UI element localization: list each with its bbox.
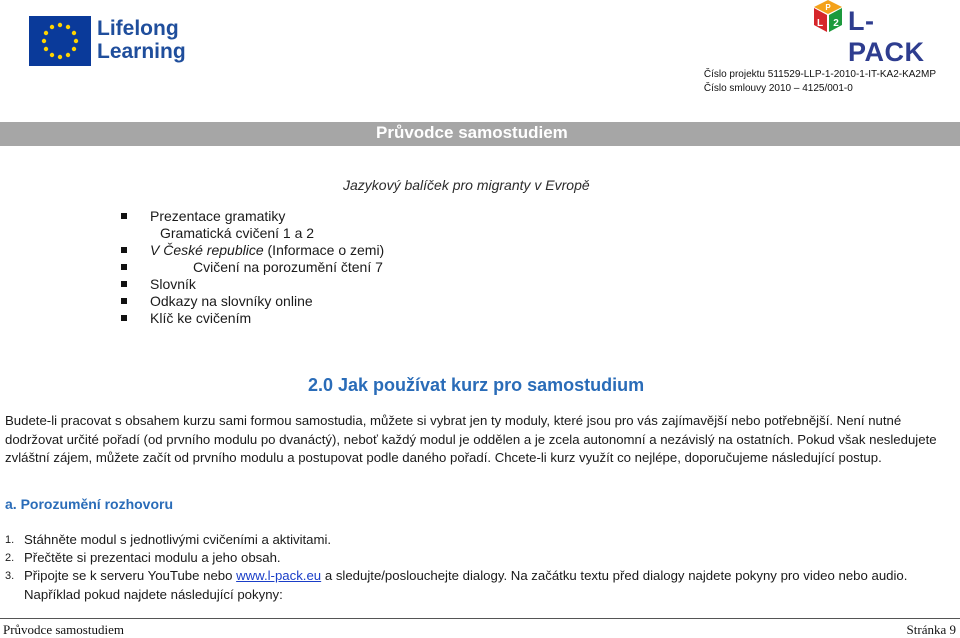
list-item-label: Slovník xyxy=(150,276,196,292)
bullet-icon xyxy=(121,247,127,253)
lpack-logo xyxy=(808,0,948,67)
page-subtitle: Jazykový balíček pro migranty v Evropě xyxy=(343,177,590,193)
lpack-website-link[interactable]: www.l-pack.eu xyxy=(236,568,322,584)
contract-number: Číslo smlouvy 2010 – 4125/001-0 xyxy=(703,83,853,94)
list-item[interactable] xyxy=(121,225,421,242)
list-item xyxy=(5,531,955,549)
step-number: 1. xyxy=(5,534,15,546)
bullet-icon xyxy=(121,298,127,304)
lifelong-learning-logo xyxy=(29,16,186,72)
step-number: 3. xyxy=(5,570,15,583)
step-text: Přečtěte si prezentaci modulu a jeho obsah. xyxy=(24,550,281,566)
title-bar xyxy=(0,122,960,146)
page-number: Stránka 9 xyxy=(906,622,956,637)
list-item-label: Odkazy na slovníky online xyxy=(150,293,313,309)
svg-text:L: L xyxy=(816,18,824,29)
page-title: Průvodce samostudiem xyxy=(376,123,568,142)
project-number: Číslo projektu 511529-LLP-1-2010-1-IT-KA2-KA2MP xyxy=(703,69,936,80)
list-item[interactable] xyxy=(121,242,421,259)
list-item xyxy=(5,549,955,567)
intro-paragraph: Budete-li pracovat s obsahem kurzu sami formou samostudia, můžete si vybrat jen ty moduly, které jsou pro vás zajímavější nebo potřebnější. Není nutné dodržovat určité pořadí (od prvního modulu po dvanáctý), neboť každý modul je oddělen a je zcela autonomní a nezávislý na ostatních. Pokud však nesledujete zvláštní zájem, můžete začít od prvního modulu a postupovat podle daného pořadí. Chcete-li kurz využít co nejlépe, doporučujeme následující postup. xyxy=(5,413,937,466)
footer-title: Průvodce samostudiem xyxy=(3,622,124,637)
section-heading: 2.0 Jak používat kurz pro samostudium xyxy=(308,375,645,395)
subsection-heading: a. Porozumění rozhovoru xyxy=(5,496,174,512)
bullet-icon xyxy=(121,264,127,270)
eu-flag-icon xyxy=(29,16,91,66)
list-item xyxy=(5,567,955,603)
bullet-icon xyxy=(121,315,127,321)
list-item-label: V České republice (Informace o zemi) xyxy=(150,242,385,258)
lpack-wordmark: L-PACK xyxy=(848,6,925,67)
list-item[interactable] xyxy=(121,293,421,310)
list-item-label: Gramatická cvičení 1 a 2 xyxy=(160,225,315,241)
footer-divider xyxy=(0,618,960,619)
list-item[interactable] xyxy=(121,310,421,327)
steps-list xyxy=(5,531,955,604)
list-item-label: Cvičení na porozumění čtení 7 xyxy=(193,259,383,275)
step-text-after: a sledujte/poslouchejte dialogy. Na začátku textu před dialogy najdete pokyny pro video nebo audio. Například pokud najdete následující pokyny: xyxy=(24,568,908,602)
list-item[interactable] xyxy=(121,259,421,276)
list-item-label: Prezentace gramatiky xyxy=(150,208,286,224)
project-info xyxy=(704,68,936,96)
list-item-label: Klíč ke cvičením xyxy=(150,310,252,326)
contents-list xyxy=(121,208,421,327)
lifelong-learning-wordmark: Lifelong Learning xyxy=(97,17,186,63)
lpack-cube-icon xyxy=(808,0,848,42)
bullet-icon xyxy=(121,213,127,219)
svg-text:2: 2 xyxy=(833,18,839,29)
list-item[interactable] xyxy=(121,208,421,225)
bullet-icon xyxy=(121,281,127,287)
step-text: Stáhněte modul s jednotlivými cvičeními a aktivitami. xyxy=(24,532,332,547)
list-item[interactable] xyxy=(121,276,421,293)
svg-text:P: P xyxy=(825,3,831,12)
step-text-before: Připojte se k serveru YouTube nebo xyxy=(24,568,237,584)
step-number: 2. xyxy=(5,552,15,565)
